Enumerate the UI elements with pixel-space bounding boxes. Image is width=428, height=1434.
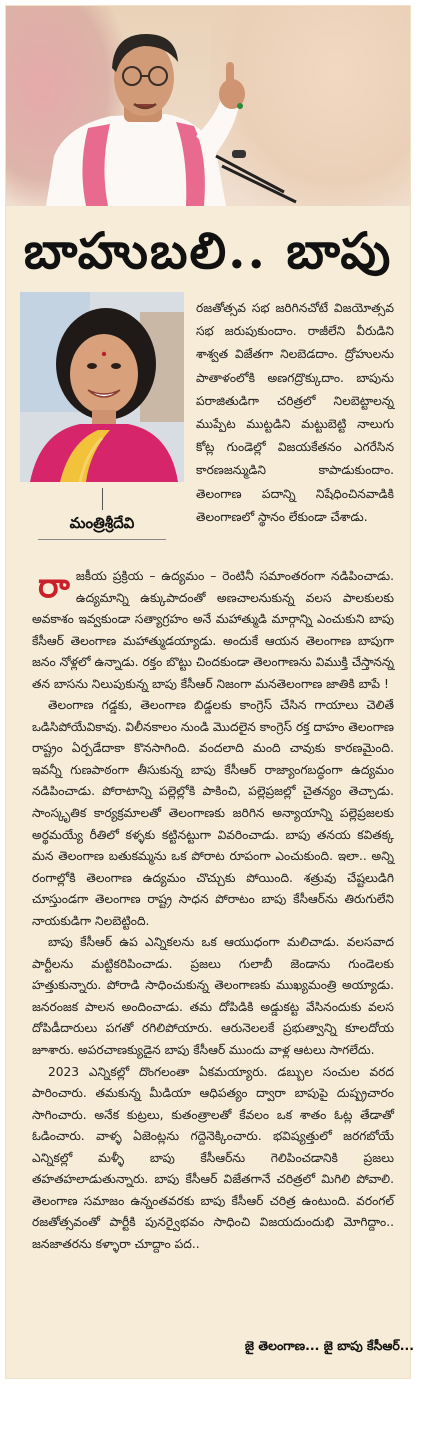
speaker-photo: [6, 6, 410, 206]
article-paragraph-1-text: జకీయ ప్రక్రియ – ఉద్యమం – రెంటినీ సమాంతరంగా నడిపించాడు. ఉద్యమాన్ని ఉక్కుపాదంతో అణచాలనుకున్న వలస పాలకులకు అవకాశం ఇవ్వకుండా సత్యాగ్రహం అనే మహాత్ముడి మార్గాన్ని ఎంచుకుని బాపు కేసీఆర్ తెలంగాణ మహాత్ముడయ్యాడు. అందుకే ఆయన తెలంగాణ బాపుగా జనం నోళ్లలో ఉన్నాడు. రక్తం బొట్టు చిందకుండా తెలంగాణను విముక్తి చేస్తానన్న తన బాసను నిలుపుకున్న బాపు కేసీఆర్ నిజంగా మనతెలంగాణ జాతికి బాపే !: [32, 569, 394, 691]
headline: బాహుబలి.. బాపు: [23, 221, 393, 280]
author-caption-tick: [102, 488, 103, 510]
author-photo: [20, 292, 184, 482]
headline-bar: [6, 211, 410, 291]
article-paragraph-1: [32, 566, 394, 695]
intro-paragraph: రజతోత్సవ సభ జరిగినచోటే విజయోత్సవ సభ జరుపుకుందాం. రాజీలేని వీరుడిని శాశ్వత విజేతగా నిలబెడదాం. ద్రోహులను పాతాళంలోకి అణగద్రొక్కుదాం. బాపును పరాజితుడిగా చరిత్రలో నిలబెట్టాలన్న ముప్పేట ముట్టడిని మట్టుబెట్టి నాలుగు కోట్ల గుండెల్లో విజయకేతనం ఎగరేసిన కారణజన్ముడిని కాపాడుకుందాం. తెలంగాణ పదాన్ని నిషేధించినవాడికి తెలంగాణలో స్థానం లేకుండా చేశాడు.: [196, 301, 394, 524]
orator-illustration: [26, 16, 356, 206]
intro-text: [196, 297, 394, 529]
drop-cap: రా: [38, 566, 70, 606]
author-name: మంత్రిశ్రీదేవి: [69, 514, 135, 532]
author-portrait: [20, 292, 184, 482]
article-paragraph-4: 2023 ఎన్నికల్లో దొంగలంతా ఏకమయ్యారు. డబ్బుల సంచుల వరద పారించారు. తమకున్న మీడియా ఆధిపత్యం ద్వారా బాపుపై దుష్ప్రచారం సాగించారు. అనేక కుట్రలు, కుతంత్రాలతో కేవలం ఒక శాతం ఓట్ల తేడాతో ఓడించారు. వాళ్ళ ఏజెంట్లను గద్దెనెక్కించారు. భవిష్యత్తులో జరగబోయే ఎన్నికల్లో మళ్ళీ బాపు కేసీఆర్‌ను గెలిపించడానికి ప్రజలు తహతహలాడుతున్నారు. బాపు కేసీఆర్ విజేతగానే చరిత్రలో మిగిలి పోవాలి. తెలంగాణ సమాజం ఉన్నంతవరకు బాపు కేసీఆర్ చరిత్ర ఉంటుంది. వరంగల్ రజతోత్సవంతో పార్టీకి పునర్వైభవం సాధించి విజయదుందుభి మోగిద్దాం.. జనజాతరను కళ్ళారా చూద్దాం పద..: [32, 1064, 394, 1251]
article-paragraph-2: తెలంగాణ గడ్డకు, తెలంగాణ బిడ్డలకు కాంగ్రెస్ చేసిన గాయాలు చెలితే ఒడిసిపోయేవికావు. విలీనకాలం నుండి మొదలైన కాంగ్రెస్ రక్త దాహం తెలంగాణ రాష్ట్రం ఏర్పడేదాకా కొనసాగింది. వందలాది మంది చావుకు కారణమైంది. ఇవన్నీ గుణపాఠంగా తీసుకున్న బాపు కేసీఆర్ రాజ్యాంగబద్ధంగా ఉద్యమం నడిపించాడు. పోరాటాన్ని పల్లెల్లోకి పాకించి, పల్లెప్రజల్లో చైతన్యం తెచ్చాడు. సాంస్కృతిక కార్యక్రమాలతో తెలంగాణకు జరిగిన అన్యాయాన్ని పల్లెప్రజలకు అర్థమయ్యే రీతిలో కళ్ళకు కట్టినట్టుగా వివరించాడు. బాపు తనయ కవితక్క మన తెలంగాణ బతుకమ్మను ఒక పోరాట రూపంగా ఎంచుకుంది. ఇలా.. అన్ని రంగాల్లోకి తెలంగాణ ఉద్యమం చొచ్చుకు పోయింది. శత్రువు చేష్టలుడిగి చూస్తుండగా తెలంగాణ రాష్ట్ర సాధన పోరాటం బాపు కేసీఆర్‌ను తిరుగులేని నాయకుడిగా నిలబెట్టింది.: [32, 698, 394, 928]
article-paragraph-3: బాపు కేసీఆర్ ఉప ఎన్నికలను ఒక ఆయుధంగా మలిచాడు. వలసవాద పార్టీలను మట్టికరిపించాడు. ప్రజలు గులాబీ జెండాను గుండెలకు హత్తుకున్నారు. పోరాడి సాధించుకున్న తెలంగాణకు ముఖ్యమంత్రి అయ్యాడు. జనరంజక పాలన అందించాడు. తమ దోపిడికి అడ్డుకట్ట వేసినందుకు వలస దోపిడీదారులు పగతో రగిలిపోయారు. ఆరునెలలకే ప్రభుత్వాన్ని కూలదోయ జూశారు. అపరచాణక్యుడైన బాపు కేసీఆర్ ముందు వాళ్ల ఆటలు సాగలేదు.: [32, 935, 394, 1058]
author-caption-rule: [38, 539, 166, 540]
signoff: జై తెలంగాణ... జై బాపు కేసీఆర్...: [244, 1338, 414, 1353]
article-body: [32, 566, 394, 1256]
